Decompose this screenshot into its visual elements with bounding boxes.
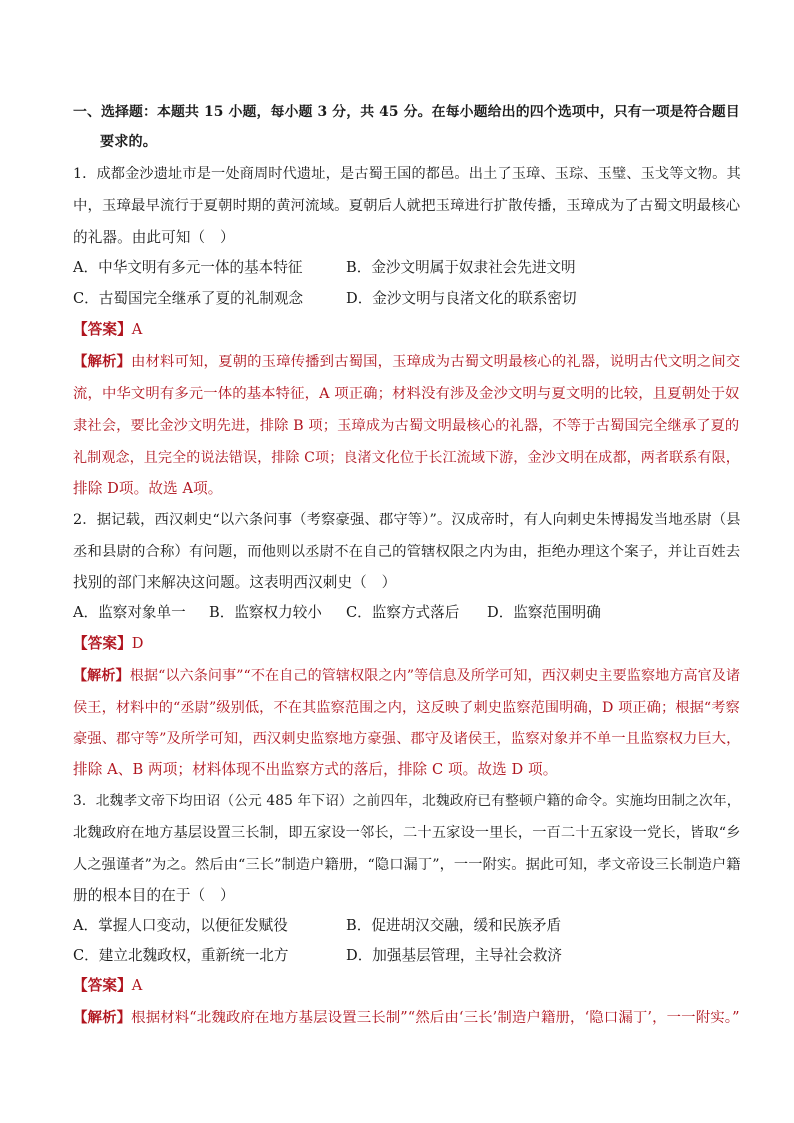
q2-stem-line-3: 找别的部门来解决这问题。这表明西汉刺史（ ） — [73, 574, 397, 591]
q2-analysis-line-2: 侯王，材料中的“丞尉”级别低，不在其监察范围之内，这反映了刺史监察范围明确，D 项正确；根据“考察 — [73, 700, 740, 716]
q3-option-d: D．加强基层管理，主导社会救济 — [346, 947, 563, 964]
q1-stem-line-2: 中，玉璋最早流行于夏朝时期的黄河流域。夏朝后人就把玉璋进行扩散传播，玉璋成为了古蜀文明最核心 — [73, 198, 741, 214]
q3-analysis-line-1 — [73, 1008, 740, 1028]
q3-stem-line-2: 北魏政府在地方基层设置三长制，即五家设一邻长，二十五家设一里长，一百二十五家设一党长，皆取“乡 — [73, 825, 741, 841]
section-heading-line-1: 一、选择题：本题共 15 小题，每小题 3 分，共 45 分。在每小题给出的四个选项中，只有一项是符合题目 — [73, 104, 740, 120]
q2-analysis-line-1 — [73, 666, 741, 686]
q1-analysis-line-2: 流，中华文明有多元一体的基本特征，A 项正确；材料没有涉及金沙文明与夏文明的比较，且夏朝处于奴 — [73, 386, 740, 402]
q2-answer — [73, 634, 733, 654]
q1-option-b: B．金沙文明属于奴隶社会先进文明 — [346, 259, 576, 276]
q2-option-d: D．监察范围明确 — [487, 604, 601, 621]
section-heading-line-2: 要求的。 — [100, 134, 158, 150]
analysis-text: 根据材料“北魏政府在地方基层设置三长制”“然后由‘三长’制造户籍册，‘隐口漏丁’，一一附实。” — [131, 1010, 740, 1026]
q1-analysis-line-4: 礼制观念，且完全的说法错误，排除 C项；良渚文化位于长江流域下游，金沙文明在成都，两者联系有限， — [73, 450, 740, 466]
q1-analysis-line-5: 排除 D项。故选 A项。 — [73, 480, 223, 497]
analysis-text: 由材料可知，夏朝的玉璋传播到古蜀国，玉璋成为古蜀文明最核心的礼器，说明古代文明之间交 — [131, 354, 741, 370]
answer-value: D — [131, 635, 144, 652]
q1-stem-line-3: 的礼器。由此可知（ ） — [73, 229, 235, 246]
q1-option-c: C．古蜀国完全继承了夏的礼制观念 — [73, 290, 304, 307]
analysis-text: 根据“以六条问事”“不在自己的管辖权限之内”等信息及所学可知，西汉刺史主要监察地方高官及诸 — [129, 668, 741, 684]
q3-option-c: C．建立北魏政权，重新统一北方 — [73, 947, 289, 964]
q2-option-c: C．监察方式落后 — [346, 604, 460, 621]
q3-option-b: B．促进胡汉交融，缓和民族矛盾 — [346, 917, 562, 934]
answer-value: A — [131, 977, 143, 994]
q3-stem-line-4: 册的根本目的在于（ ） — [73, 887, 235, 904]
q1-answer — [73, 320, 733, 340]
q1-analysis-line-3: 隶社会，要比金沙文明先进，排除 B 项；玉璋成为古蜀文明最核心的礼器，不等于古蜀国完全继承了夏的 — [73, 418, 740, 434]
q3-stem-line-3: 人之强谨者”为之。然后由“三长”制造户籍册，“隐口漏丁”，一一附实。据此可知，孝文帝设三长制造户籍 — [73, 857, 741, 873]
answer-tag: 【答案】 — [73, 635, 132, 652]
q3-option-a: A．掌握人口变动，以便征发赋役 — [73, 917, 288, 934]
q2-analysis-line-3: 豪强、郡守等”及所学可知，西汉刺史监察地方豪强、郡守及诸侯王，监察对象并不单一且监察权力巨大， — [73, 731, 741, 747]
answer-tag: 【答案】 — [73, 321, 132, 338]
analysis-tag: 【解析】 — [73, 668, 130, 684]
analysis-tag: 【解析】 — [73, 353, 132, 370]
q3-stem-line-1: 3．北魏孝文帝下均田诏（公元 485 年下诏）之前四年，北魏政府已有整顿户籍的命令。实施均田制之次年， — [73, 793, 741, 809]
analysis-tag: 【解析】 — [73, 1009, 132, 1026]
q2-stem-line-1: 2．据记载，西汉刺史“以六条问事（考察豪强、郡守等）”。汉成帝时，有人向刺史朱博揭发当地丞尉（县 — [73, 512, 741, 528]
q2-stem-line-2: 丞和县尉的合称）有问题，而他则以丞尉不在自己的管辖权限之内为由，拒绝办理这个案子，并让百姓去 — [73, 544, 741, 560]
answer-tag: 【答案】 — [73, 977, 132, 994]
q2-option-b: B．监察权力较小 — [209, 604, 322, 621]
q2-analysis-line-4: 排除 A、B 两项；材料体现不出监察方式的落后，排除 C 项。故选 D 项。 — [73, 761, 558, 778]
q1-option-d: D．金沙文明与良渚文化的联系密切 — [346, 290, 577, 307]
q1-analysis-line-1 — [73, 352, 741, 372]
answer-value: A — [131, 321, 143, 338]
q1-option-a: A．中华文明有多元一体的基本特征 — [73, 259, 303, 276]
q1-stem-line-1: 1．成都金沙遗址市是一处商周时代遗址，是古蜀王国的都邑。出土了玉璋、玉琮、玉璧、玉戈等文物。其 — [73, 166, 741, 182]
q2-option-a: A．监察对象单一 — [73, 604, 186, 621]
q3-answer — [73, 976, 733, 996]
